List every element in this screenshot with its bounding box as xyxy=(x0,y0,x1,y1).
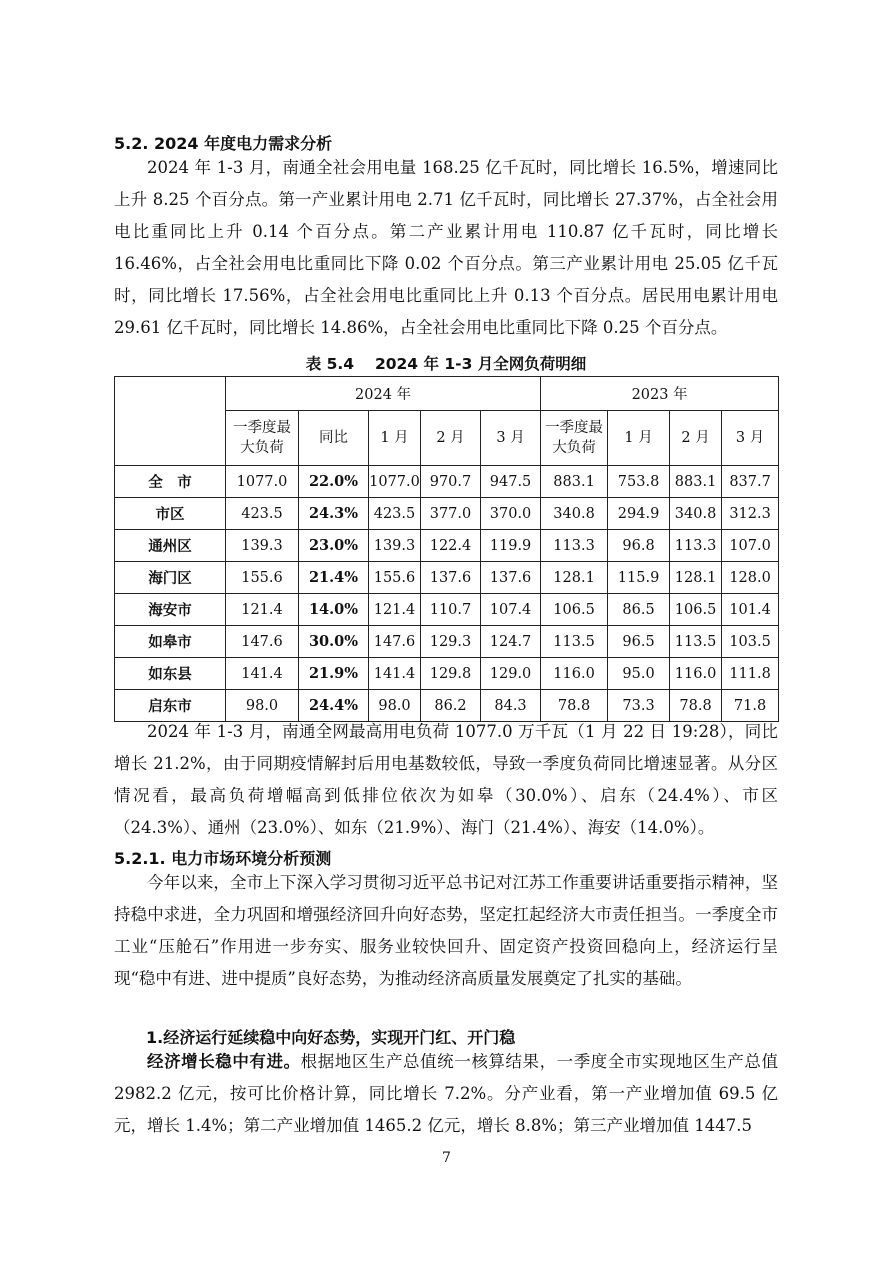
col-header-2024-jan: 1 月 xyxy=(369,411,421,466)
table-cell: 103.5 xyxy=(722,626,779,658)
table-cell: 139.3 xyxy=(226,530,299,562)
table-cell: 86.5 xyxy=(608,594,670,626)
table-cell: 84.3 xyxy=(481,690,541,722)
row-region: 如皋市 xyxy=(115,626,226,658)
table-cell: 119.9 xyxy=(481,530,541,562)
growth-text: 根据地区生产总值统一核算结果，一季度全市实现地区生产总值 2982.2 亿元，按可比价格计算，同比增长 7.2%。分产业看，第一产业增加值 69.5 亿元，增长 1.4%；第二产业增加值 1465.2 亿元，增长 8.8%；第三产业增加值 1447.5 xyxy=(114,1052,778,1135)
table-cell: 95.0 xyxy=(608,658,670,690)
table-cell: 1077.0 xyxy=(226,466,299,498)
table-cell: 116.0 xyxy=(670,658,722,690)
table-cell: 423.5 xyxy=(226,498,299,530)
table-cell: 113.5 xyxy=(670,626,722,658)
table-cell: 129.8 xyxy=(421,658,481,690)
table-cell: 107.4 xyxy=(481,594,541,626)
table-cell: 128.0 xyxy=(722,562,779,594)
table-cell: 155.6 xyxy=(369,562,421,594)
table-cell: 312.3 xyxy=(722,498,779,530)
table-cell: 147.6 xyxy=(226,626,299,658)
col-header-2023-jan: 1 月 xyxy=(608,411,670,466)
table-cell: 113.3 xyxy=(670,530,722,562)
row-region: 全 市 xyxy=(115,466,226,498)
header-2023: 2023 年 xyxy=(541,377,779,411)
yoy-cell: 21.4% xyxy=(299,562,369,594)
yoy-cell: 22.0% xyxy=(299,466,369,498)
table-cell: 96.8 xyxy=(608,530,670,562)
table-cell: 129.0 xyxy=(481,658,541,690)
col-header-2023-peak: 一季度最大负荷 xyxy=(541,411,608,466)
table-cell: 423.5 xyxy=(369,498,421,530)
col-header-2024-mar: 3 月 xyxy=(481,411,541,466)
yoy-cell: 24.3% xyxy=(299,498,369,530)
table-cell: 137.6 xyxy=(481,562,541,594)
table-cell: 970.7 xyxy=(421,466,481,498)
table-cell: 101.4 xyxy=(722,594,779,626)
page-number: 7 xyxy=(442,1150,451,1166)
table-cell: 340.8 xyxy=(670,498,722,530)
yoy-cell: 24.4% xyxy=(299,690,369,722)
yoy-cell: 23.0% xyxy=(299,530,369,562)
table-cell: 106.5 xyxy=(541,594,608,626)
table-cell: 122.4 xyxy=(421,530,481,562)
table-cell: 883.1 xyxy=(670,466,722,498)
row-region: 海安市 xyxy=(115,594,226,626)
table-cell: 141.4 xyxy=(226,658,299,690)
table-cell: 128.1 xyxy=(670,562,722,594)
table-cell: 106.5 xyxy=(670,594,722,626)
table-cell: 147.6 xyxy=(369,626,421,658)
point1-title: 1.经济运行延续稳中向好态势，实现开门红、开门稳 xyxy=(146,1028,516,1047)
section-title: 5.2. 2024 年度电力需求分析 xyxy=(114,134,333,153)
table-cell: 115.9 xyxy=(608,562,670,594)
table-cell: 139.3 xyxy=(369,530,421,562)
corner-cell xyxy=(115,377,226,466)
table-cell: 78.8 xyxy=(670,690,722,722)
growth-lead: 经济增长稳中有进。 xyxy=(147,1052,301,1071)
table-cell: 1077.0 xyxy=(369,466,421,498)
load-table xyxy=(114,376,779,722)
table-cell: 113.5 xyxy=(541,626,608,658)
yoy-cell: 14.0% xyxy=(299,594,369,626)
col-header-2024-peak: 一季度最大负荷 xyxy=(226,411,299,466)
header-2024: 2024 年 xyxy=(226,377,541,411)
table-cell: 116.0 xyxy=(541,658,608,690)
col-header-2024-yoy: 同比 xyxy=(299,411,369,466)
row-region: 如东县 xyxy=(115,658,226,690)
table-cell: 121.4 xyxy=(369,594,421,626)
table-row xyxy=(115,562,779,594)
table-cell: 294.9 xyxy=(608,498,670,530)
table-header-years xyxy=(115,377,779,411)
table-cell: 111.8 xyxy=(722,658,779,690)
table-cell: 124.7 xyxy=(481,626,541,658)
col-header-2024-feb: 2 月 xyxy=(421,411,481,466)
table-cell: 71.8 xyxy=(722,690,779,722)
table-cell: 340.8 xyxy=(541,498,608,530)
table-cell: 947.5 xyxy=(481,466,541,498)
table-cell: 128.1 xyxy=(541,562,608,594)
row-region: 启东市 xyxy=(115,690,226,722)
table-cell: 753.8 xyxy=(608,466,670,498)
yoy-cell: 30.0% xyxy=(299,626,369,658)
yoy-cell: 21.9% xyxy=(299,658,369,690)
table-cell: 883.1 xyxy=(541,466,608,498)
table-cell: 78.8 xyxy=(541,690,608,722)
row-region: 通州区 xyxy=(115,530,226,562)
table-cell: 107.0 xyxy=(722,530,779,562)
table-cell: 370.0 xyxy=(481,498,541,530)
col-header-2023-mar: 3 月 xyxy=(722,411,779,466)
subsection-title: 5.2.1. 电力市场环境分析预测 xyxy=(114,849,332,868)
table-cell: 113.3 xyxy=(541,530,608,562)
table-row xyxy=(115,530,779,562)
table-cell: 129.3 xyxy=(421,626,481,658)
col-header-2023-feb: 2 月 xyxy=(670,411,722,466)
table-cell: 98.0 xyxy=(369,690,421,722)
table-cell: 155.6 xyxy=(226,562,299,594)
table-cell: 837.7 xyxy=(722,466,779,498)
table-row xyxy=(115,594,779,626)
table-cell: 86.2 xyxy=(421,690,481,722)
table-row xyxy=(115,498,779,530)
table-cell: 377.0 xyxy=(421,498,481,530)
table-row xyxy=(115,626,779,658)
load-paragraph: 2024 年 1-3 月，南通全网最高用电负荷 1077.0 万千瓦（1 月 22 日 19:28），同比增长 21.2%，由于同期疫情解封后用电基数较低，导致一季度负荷同比增速显著。从分区情况看，最高负荷增幅高到低排位依次为如皋（30.0%）、启东（24.4%）、市区（24.3%）、通州（23.0%）、如东（21.9%）、海门（21.4%）、海安（14.0%）。 xyxy=(114,722,778,837)
table-cell: 137.6 xyxy=(421,562,481,594)
intro-paragraph: 2024 年 1-3 月，南通全社会用电量 168.25 亿千瓦时，同比增长 16.5%，增速同比上升 8.25 个百分点。第一产业累计用电 2.71 亿千瓦时，同比增长 27.37%，占全社会用电比重同比上升 0.14 个百分点。第二产业累计用电 110.87 亿千瓦时，同比增长 16.46%，占全社会用电比重同比下降 0.02 个百分点。第三产业累计用电 25.05 亿千瓦时，同比增长 17.56%，占全社会用电比重同比上升 0.13 个百分点。居民用电累计用电 29.61 亿千瓦时，同比增长 14.86%，占全社会用电比重同比下降 0.25 个百分点。 xyxy=(114,158,778,337)
row-region: 海门区 xyxy=(115,562,226,594)
table-row xyxy=(115,658,779,690)
growth-paragraph xyxy=(114,1046,778,1142)
row-region: 市区 xyxy=(115,498,226,530)
table-cell: 98.0 xyxy=(226,690,299,722)
table-cell: 110.7 xyxy=(421,594,481,626)
table-cell: 121.4 xyxy=(226,594,299,626)
table-cell: 141.4 xyxy=(369,658,421,690)
table-caption: 表 5.4 2024 年 1-3 月全网负荷明细 xyxy=(305,355,587,373)
table-row xyxy=(115,466,779,498)
table-cell: 73.3 xyxy=(608,690,670,722)
table-cell: 96.5 xyxy=(608,626,670,658)
market-paragraph: 今年以来，全市上下深入学习贯彻习近平总书记对江苏工作重要讲话重要指示精神，坚持稳中求进，全力巩固和增强经济回升向好态势，坚定扛起经济大市责任担当。一季度全市工业“压舱石”作用进一步夯实、服务业较快回升、固定资产投资回稳向上，经济运行呈现“稳中有进、进中提质”良好态势，为推动经济高质量发展奠定了扎实的基础。 xyxy=(114,873,778,988)
